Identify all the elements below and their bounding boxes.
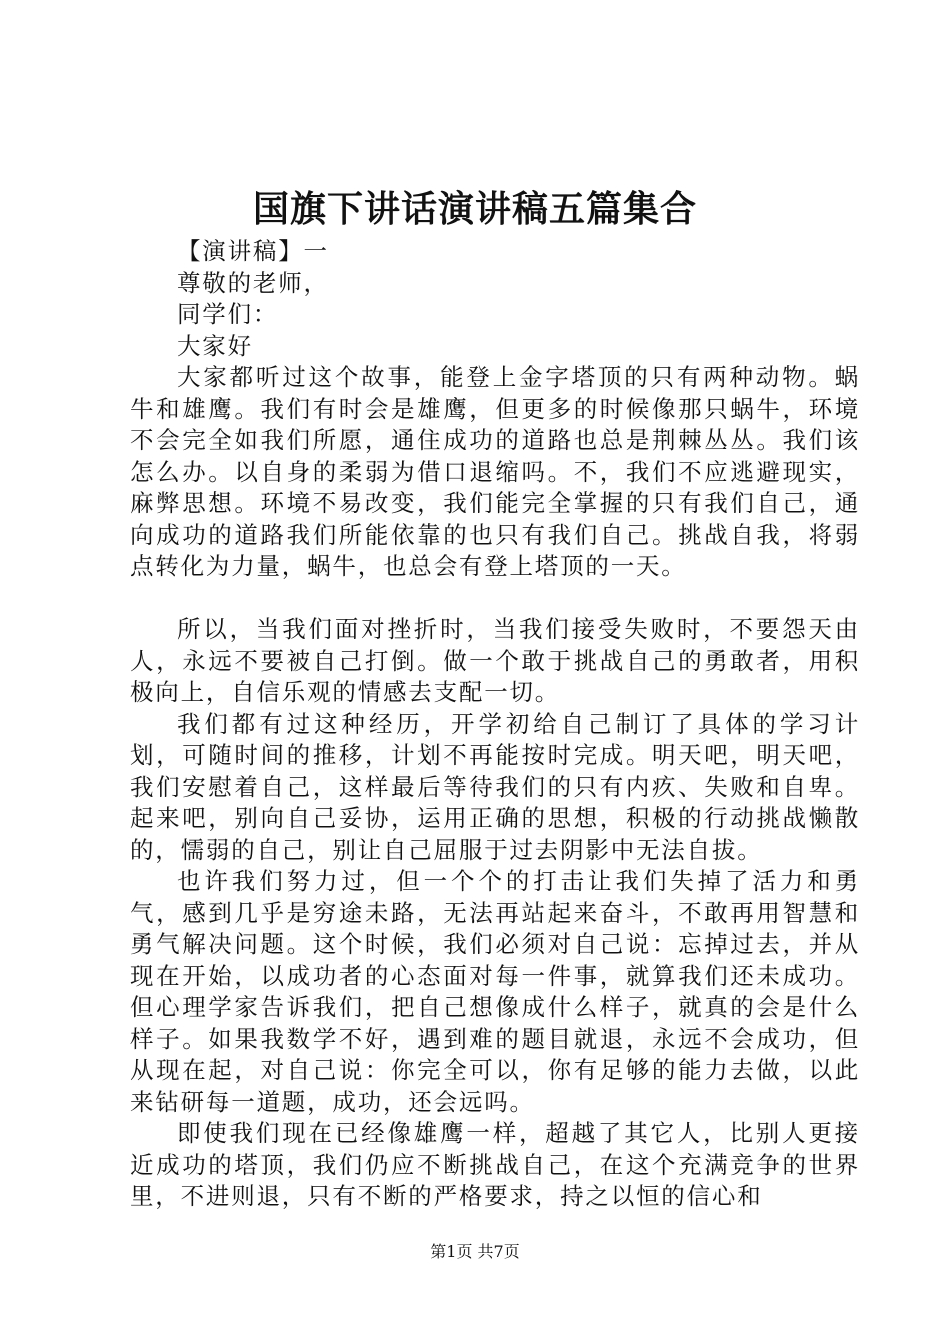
paragraph-face-setbacks: 所以，当我们面对挫折时，当我们接受失败时，不要怨天由人，永远不要被自己打倒。做一个敢于挑战自己的勇敢者，用积极向上，自信乐观的情感去支配一切。: [130, 615, 860, 706]
paragraph-keep-challenging: 即使我们现在已经像雄鹰一样，超越了其它人，比别人更接近成功的塔顶，我们仍应不断挑战自己，在这个充满竞争的世界里，不进则退，只有不断的严格要求，持之以恒的信心和: [130, 1119, 860, 1210]
paragraph-story: 大家都听过这个故事，能登上金字塔顶的只有两种动物。蜗牛和雄鹰。我们有时会是雄鹰，但更多的时候像那只蜗牛，环境不会完全如我们所愿，通住成功的道路也总是荆棘丛丛。我们该怎么办。以自身的柔弱为借口退缩吗。不，我们不应逃避现实，麻弊思想。环境不易改变，我们能完全掌握的只有我们自己，通向成功的道路我们所能依靠的也只有我们自己。挑战自我，将弱点转化为力量，蜗牛，也总会有登上塔顶的一天。: [130, 363, 860, 580]
paragraph-greeting: 大家好: [177, 331, 253, 360]
paragraph-salutation-teachers: 尊敬的老师，: [177, 268, 329, 297]
document-body: [130, 236, 860, 1213]
paragraph-heading: 【演讲稿】一: [177, 237, 329, 265]
page-footer: 第1页 共7页: [430, 1242, 520, 1261]
paragraph-perseverance: 也许我们努力过，但一个个的打击让我们失掉了活力和勇气，感到几乎是穷途未路，无法再站起来奋斗，不敢再用智慧和勇气解决问题。这个时候，我们必须对自己说：忘掉过去，并从现在开始，以成功者的心态面对每一件事，就算我们还未成功。但心理学家告诉我们，把自己想像成什么样子，就真的会是什么样子。如果我数学不好，遇到难的题目就退，永远不会成功，但从现在起，对自己说：你完全可以，你有足够的能力去做，以此来钻研每一道题，成功，还会远吗。: [130, 867, 860, 1116]
paragraph-salutation-students: 同学们：: [177, 300, 279, 328]
paragraph-study-plan: 我们都有过这种经历，开学初给自己制订了具体的学习计划，可随时间的推移，计划不再能按时完成。明天吧，明天吧，我们安慰着自己，这样最后等待我们的只有内疚、失败和自卑。起来吧，别向自己妥协，运用正确的思想，积极的行动挑战懒散的，懦弱的自己，别让自己屈服于过去阴影中无法自拔。: [130, 709, 860, 864]
document-title: 国旗下讲话演讲稿五篇集合: [252, 188, 697, 230]
